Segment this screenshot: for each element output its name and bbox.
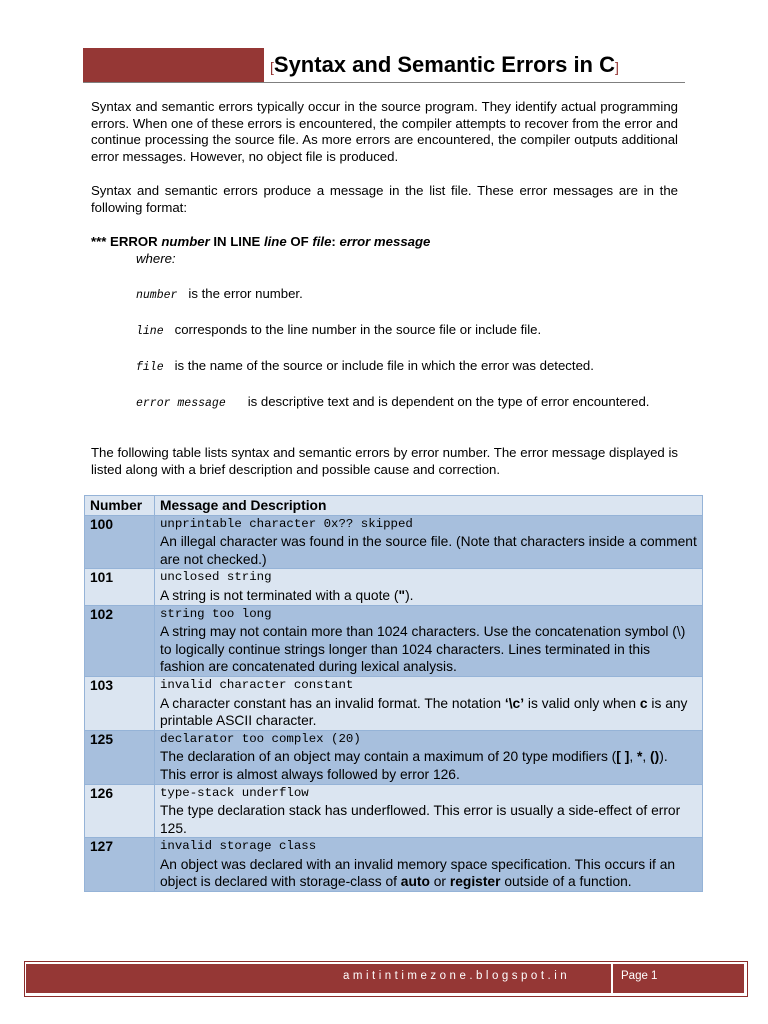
page-number: Page 1 bbox=[621, 970, 658, 982]
page-title: [Syntax and Semantic Errors in C] bbox=[270, 52, 619, 77]
error-description: An object was declared with an invalid memory space specification. This occurs if an object is declared with storage-class of auto or register outside of a function. bbox=[160, 856, 676, 890]
definition-file: file is the name of the source or include file in which the error was detected. bbox=[136, 358, 594, 374]
intro-paragraph-1: Syntax and semantic errors typically occur in the source program. They identify actual programming errors. When one of these errors is encountered, the compiler attempts to recover from the error and continue processing the source file. As more errors are encountered, the compiler outputs additional error messages. However, no object file is produced. bbox=[91, 99, 678, 164]
intro-paragraph-2: Syntax and semantic errors produce a message in the list file. These error messages are in the following format: bbox=[91, 183, 678, 215]
error-number: 102 bbox=[85, 605, 155, 676]
error-number: 103 bbox=[85, 676, 155, 730]
error-number: 100 bbox=[85, 515, 155, 569]
error-message-cell bbox=[155, 838, 703, 892]
error-format-line: *** ERROR number IN LINE line OF file: error message bbox=[91, 234, 431, 249]
error-description: The declaration of an object may contain a maximum of 20 type modifiers ([ ], *, ()). This error is almost always followed by error 126. bbox=[160, 749, 668, 782]
error-code-text: unprintable character 0x?? skipped bbox=[160, 516, 413, 531]
column-header-number: Number bbox=[85, 496, 155, 516]
header-rule bbox=[83, 82, 685, 83]
error-number: 126 bbox=[85, 784, 155, 838]
error-message-cell bbox=[155, 605, 703, 676]
error-code-text: invalid storage class bbox=[160, 839, 317, 854]
error-code-text: string too long bbox=[160, 606, 272, 621]
error-description: The type declaration stack has underflowed. This error is usually a side-effect of error 125. bbox=[160, 803, 681, 836]
error-message-cell bbox=[155, 676, 703, 730]
error-code-text: declarator too complex (20) bbox=[160, 731, 361, 746]
definition-line: line corresponds to the line number in the source file or include file. bbox=[136, 322, 542, 338]
footer-url: amitintimezone.blogspot.in bbox=[343, 970, 571, 982]
error-description: A string is not terminated with a quote ("). bbox=[160, 587, 414, 603]
where-label: where: bbox=[136, 251, 176, 266]
table-header-row bbox=[85, 496, 703, 516]
definition-error-message: error message is descriptive text and is dependent on the type of error encountered. bbox=[136, 394, 650, 410]
error-message-cell bbox=[155, 569, 703, 605]
error-number: 125 bbox=[85, 730, 155, 784]
error-number: 101 bbox=[85, 569, 155, 605]
table-row bbox=[85, 605, 703, 676]
error-message-cell bbox=[155, 515, 703, 569]
table-row bbox=[85, 515, 703, 569]
header-accent-bar bbox=[83, 48, 264, 83]
error-description: A string may not contain more than 1024 characters. Use the concatenation symbol (\) to logically continue strings longer than 1024 characters. Lines terminated in this fashion are concatenated during lexical analysis. bbox=[160, 624, 686, 675]
error-code-text: type-stack underflow bbox=[160, 785, 309, 800]
table-row bbox=[85, 730, 703, 784]
table-intro-paragraph: The following table lists syntax and semantic errors by error number. The error message displayed is listed along with a brief description and possible cause and correction. bbox=[91, 445, 678, 477]
error-message-cell bbox=[155, 730, 703, 784]
table-row bbox=[85, 676, 703, 730]
error-code-text: invalid character constant bbox=[160, 677, 354, 692]
table-row bbox=[85, 784, 703, 838]
definition-number: number is the error number. bbox=[136, 286, 303, 302]
error-message-cell bbox=[155, 784, 703, 838]
error-description: An illegal character was found in the source file. (Note that characters inside a comment are not checked.) bbox=[160, 534, 697, 567]
table-row bbox=[85, 838, 703, 892]
error-number: 127 bbox=[85, 838, 155, 892]
error-description: A character constant has an invalid format. The notation ‘\c’ is valid only when c is any printable ASCII character. bbox=[160, 695, 688, 729]
error-table bbox=[84, 495, 703, 892]
table-row bbox=[85, 569, 703, 605]
column-header-message: Message and Description bbox=[155, 496, 703, 516]
error-code-text: unclosed string bbox=[160, 570, 272, 585]
